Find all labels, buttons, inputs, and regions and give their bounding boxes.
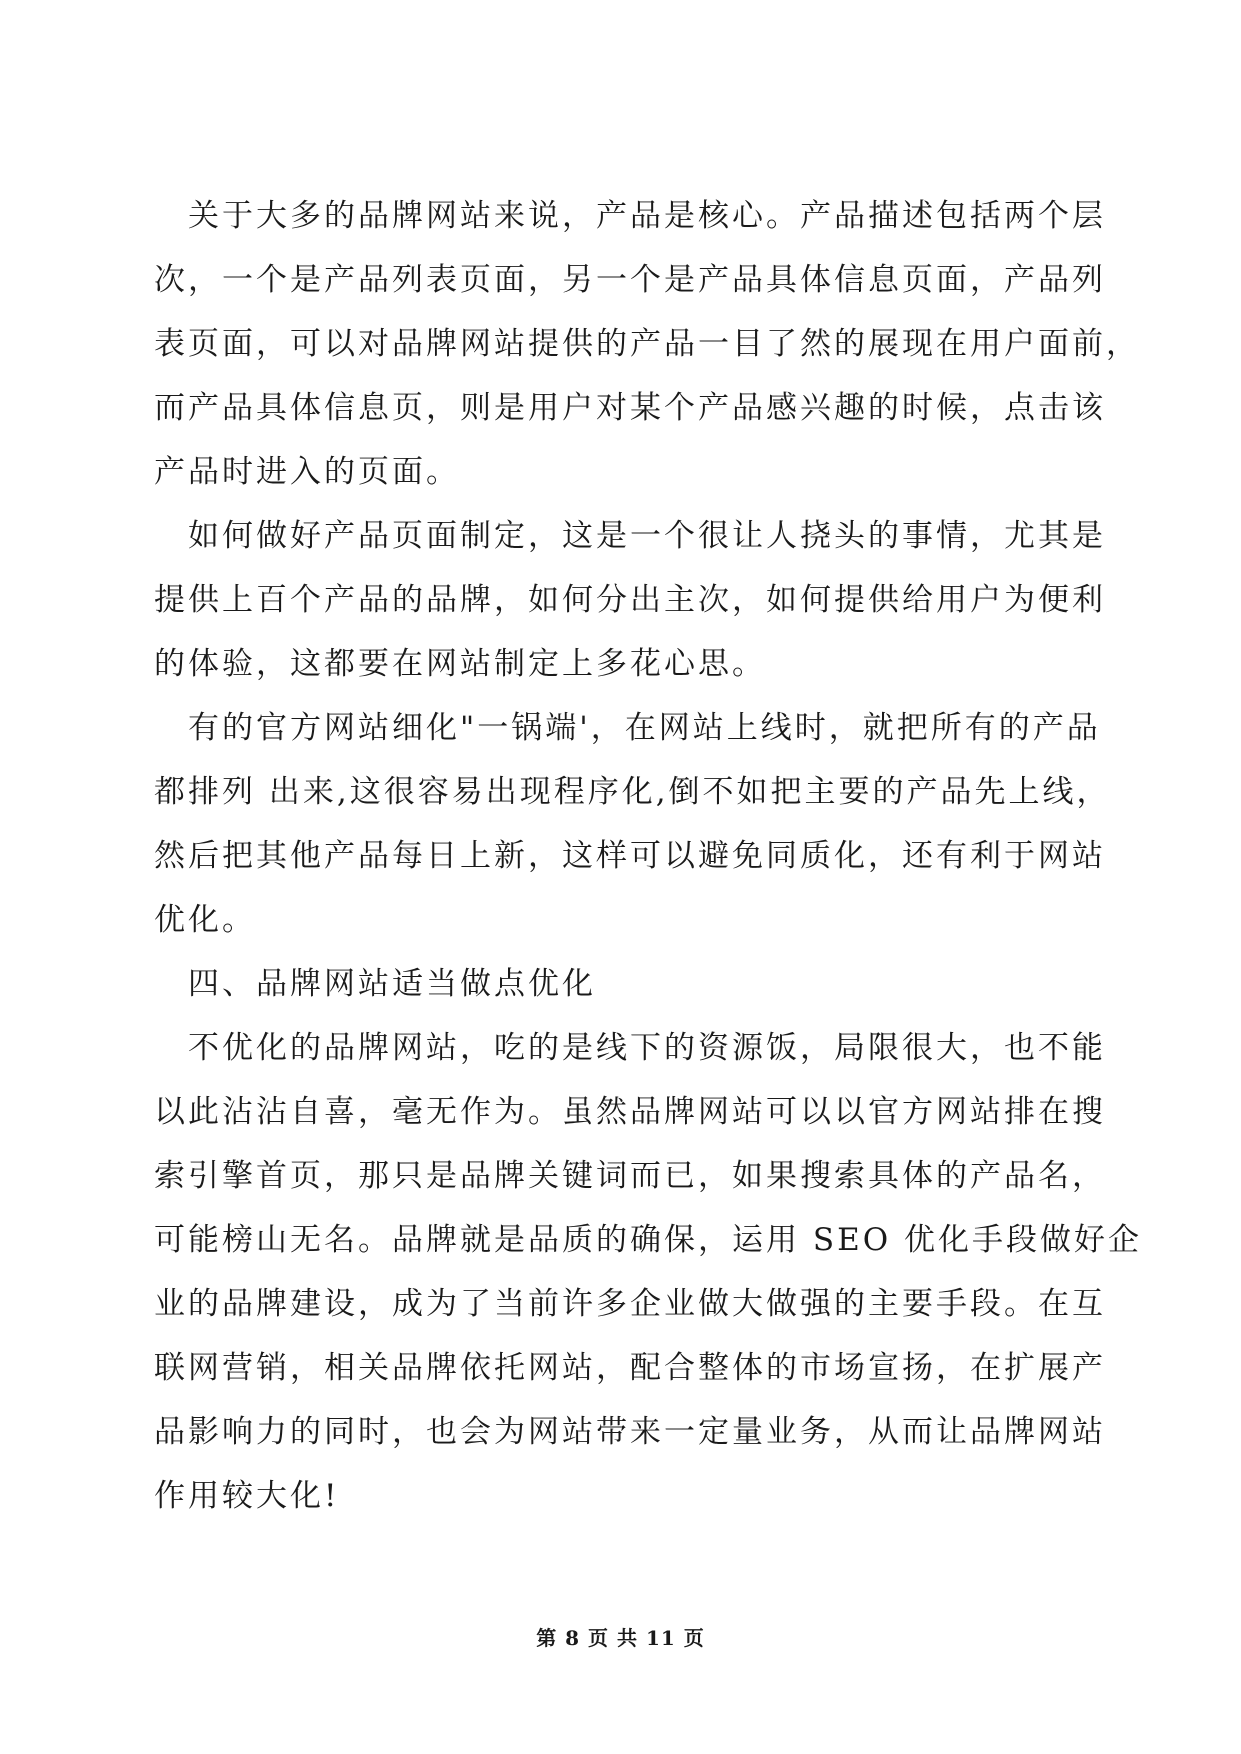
paragraph-3-line-4: 优化。 [154,902,256,938]
paragraph-3-line-3: 然后把其他产品每日上新，这样可以避免同质化，还有利于网站 [154,838,1106,874]
paragraph-4-line-7: 品影响力的同时，也会为网站带来一定量业务，从而让品牌网站 [154,1414,1106,1450]
paragraph-2-line-3: 的体验，这都要在网站制定上多花心思。 [154,646,766,682]
paragraph-2-line-1: 如何做好产品页面制定，这是一个很让人挠头的事情，尤其是 [188,518,1106,554]
paragraph-3-line-2: 都排列 出来,这很容易出现程序化,倒不如把主要的产品先上线， [154,774,1111,810]
paragraph-4-line-4: 可能榜山无名。品牌就是品质的确保，运用 SEO 优化手段做好企 [154,1222,1142,1258]
paragraph-3-line-1: 有的官方网站细化"一锅端'，在网站上线时，就把所有的产品 [188,710,1101,746]
paragraph-4-line-6: 联网营销，相关品牌依托网站，配合整体的市场宣扬，在扩展产 [154,1350,1106,1386]
paragraph-4-line-1: 不优化的品牌网站，吃的是线下的资源饭，局限很大，也不能 [188,1030,1106,1066]
section-heading: 四、品牌网站适当做点优化 [188,966,596,1002]
paragraph-1-line-5: 产品时进入的页面。 [154,454,460,490]
page-number-footer: 第 8 页 共 11 页 [536,1626,705,1650]
paragraph-4-line-8: 作用较大化! [154,1478,340,1514]
paragraph-1-line-4: 而产品具体信息页，则是用户对某个产品感兴趣的时候，点击该 [154,390,1106,426]
paragraph-4-line-2: 以此沾沾自喜，毫无作为。虽然品牌网站可以以官方网站排在搜 [154,1094,1106,1130]
paragraph-1-line-1: 关于大多的品牌网站来说，产品是核心。产品描述包括两个层 [188,198,1106,234]
paragraph-1-line-2: 次，一个是产品列表页面，另一个是产品具体信息页面，产品列 [154,262,1106,298]
paragraph-4-line-3: 索引擎首页，那只是品牌关键词而已，如果搜索具体的产品名， [154,1158,1106,1194]
paragraph-1-line-3: 表页面，可以对品牌网站提供的产品一目了然的展现在用户面前， [154,326,1140,362]
paragraph-2-line-2: 提供上百个产品的品牌，如何分出主次，如何提供给用户为便利 [154,582,1106,618]
paragraph-4-line-5: 业的品牌建设，成为了当前许多企业做大做强的主要手段。在互 [154,1286,1106,1322]
